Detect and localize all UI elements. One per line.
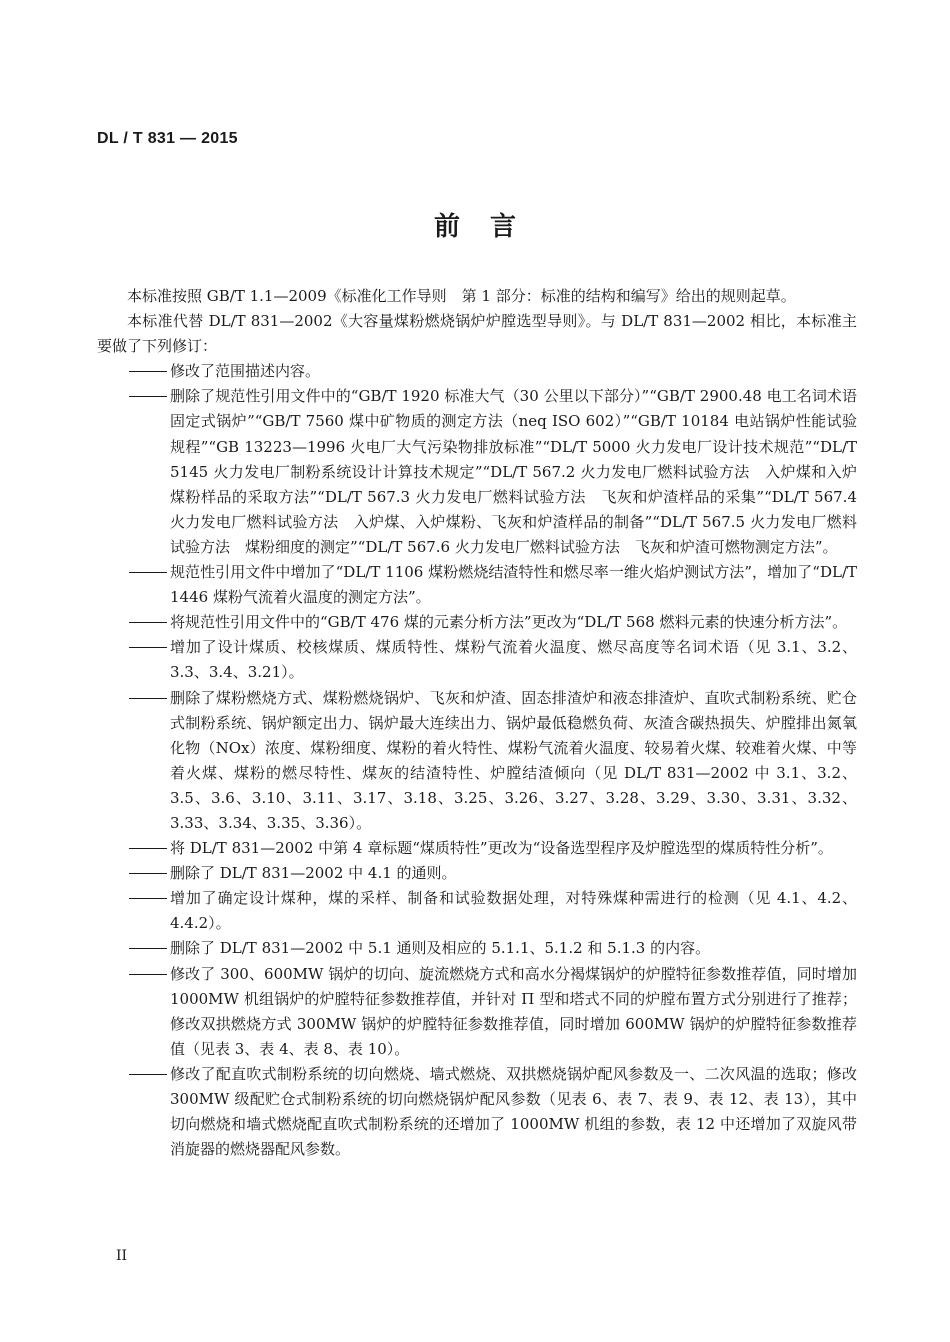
list-item [97,886,857,936]
list-item [97,384,873,560]
list-item-text: 删除了规范性引用文件中的“GB/T 1920 标准大气（30 公里以下部分）”“GB/T 2900.48 电工名词术语 固定式锅炉”“GB/T 7560 煤中矿物质的测定方法（neq ISO 602）”“GB/T 10184 电站锅炉性能试验规程”“GB 13223—1996 火电厂大气污染物排放标准”“DL/T 5000 火力发电厂设计技术规范”“DL/T 5145 火力发电厂制粉系统设计计算技术规定”“DL/T 567.2 火力发电厂燃料试验方法 入炉煤和入炉煤粉样品的采取方法”“DL/T 567.3 火力发电厂燃料试验方法 飞灰和炉渣样品的采集”“DL/T 567.4 火力发电厂燃料试验方法 入炉煤、入炉煤粉、飞灰和炉渣样品的制备”“DL/T 567.5 火力发电厂燃料试验方法 煤粉细度的测定”“DL/T 567.6 火力发电厂燃料试验方法 飞灰和炉渣可燃物测定方法”。 [170,387,873,556]
document-body [97,284,873,1162]
list-item-text: 删除了 DL/T 831—2002 中 4.1 的通则。 [170,864,457,883]
list-item-text: 修改了范围描述内容。 [170,362,321,381]
list-item [97,936,857,961]
list-item [97,836,857,861]
list-item-text: 将规范性引用文件中的“GB/T 476 煤的元素分析方法”更改为“DL/T 568 燃料元素的快速分析方法”。 [170,613,848,632]
revision-summary-paragraph: 本标准代替 DL/T 831—2002《大容量煤粉燃烧锅炉炉膛选型导则》。与 DL/T 831—2002 相比，本标准主要做了下列修订： [97,312,857,356]
intro-paragraph: 本标准按照 GB/T 1.1—2009《标准化工作导则 第 1 部分：标准的结构和编写》给出的规则起草。 [127,287,796,305]
list-item [97,1062,857,1162]
page-title: 前言 [433,212,546,242]
list-item [97,635,857,685]
list-item [97,861,857,886]
list-item-text: 修改了 300、600MW 锅炉的切向、旋流燃烧方式和高水分褐煤锅炉的炉膛特征参数推荐值，同时增加 1000MW 机组锅炉的炉膛特征参数推荐值，并针对 Π 型和塔式不同的炉膛布置方式分别进行了推荐；修改双拱燃烧方式 300MW 锅炉的炉膛特征参数推荐值，同时增加 600MW 锅炉的炉膛特征参数推荐值（见表 3、表 4、表 8、表 10）。 [170,964,857,1058]
list-item-text: 规范性引用文件中增加了“DL/T 1106 煤粉燃烧结渣特性和燃尽率一维火焰炉测试方法”，增加了“DL/T 1446 煤粉气流着火温度的测定方法”。 [170,563,857,607]
list-item-text: 修改了配直吹式制粉系统的切向燃烧、墙式燃烧、双拱燃烧锅炉配风参数及一、二次风温的选取；修改 300MW 级配贮仓式制粉系统的切向燃烧锅炉配风参数（见表 6、表 7、表 9、表 12、表 13），其中切向燃烧和墙式燃烧配直吹式制粉系统的还增加了 1000MW 机组的参数，表 12 中还增加了双旋风带消旋器的燃烧器配风参数。 [170,1064,857,1159]
list-item [97,962,857,1062]
list-item-text: 删除了 DL/T 831—2002 中 5.1 通则及相应的 5.1.1、5.1.2 和 5.1.3 的内容。 [170,939,711,958]
list-item [97,686,857,837]
standard-code-header: DL / T 831 — 2015 [97,130,238,147]
list-item-text: 删除了煤粉燃烧方式、煤粉燃烧锅炉、飞灰和炉渣、固态排渣炉和液态排渣炉、直吹式制粉系统、贮仓式制粉系统、锅炉额定出力、锅炉最大连续出力、锅炉最低稳燃负荷、灰渣含碳热损失、炉膛排出氮氧化物（NOx）浓度、煤粉细度、煤粉的着火特性、煤粉气流着火温度、较易着火煤、较难着火煤、中等着火煤、煤粉的燃尽特性、煤灰的结渣特性、炉膛结渣倾向（见 DL/T 831—2002 中 3.1、3.2、3.5、3.6、3.10、3.11、3.17、3.18、3.25、3.26、3.27、3.28、3.29、3.30、3.31、3.32、3.33、3.34、3.35、3.36）。 [170,688,857,832]
list-item-text: 增加了确定设计煤种，煤的采样、制备和试验数据处理，对特殊煤种需进行的检测（见 4.1、4.2、4.4.2）。 [170,889,857,933]
page-number: II [116,1248,128,1264]
list-item-text: 增加了设计煤质、校核煤质、煤质特性、煤粉气流着火温度、燃尽高度等名词术语（见 3.1、3.2、3.3、3.4、3.21）。 [170,638,857,682]
list-item [97,560,857,610]
revision-list [97,359,873,1162]
list-item-text: 将 DL/T 831—2002 中第 4 章标题“煤质特性”更改为“设备选型程序及炉膛选型的煤质特性分析”。 [170,839,833,858]
list-item [97,610,857,635]
list-item [97,359,857,384]
